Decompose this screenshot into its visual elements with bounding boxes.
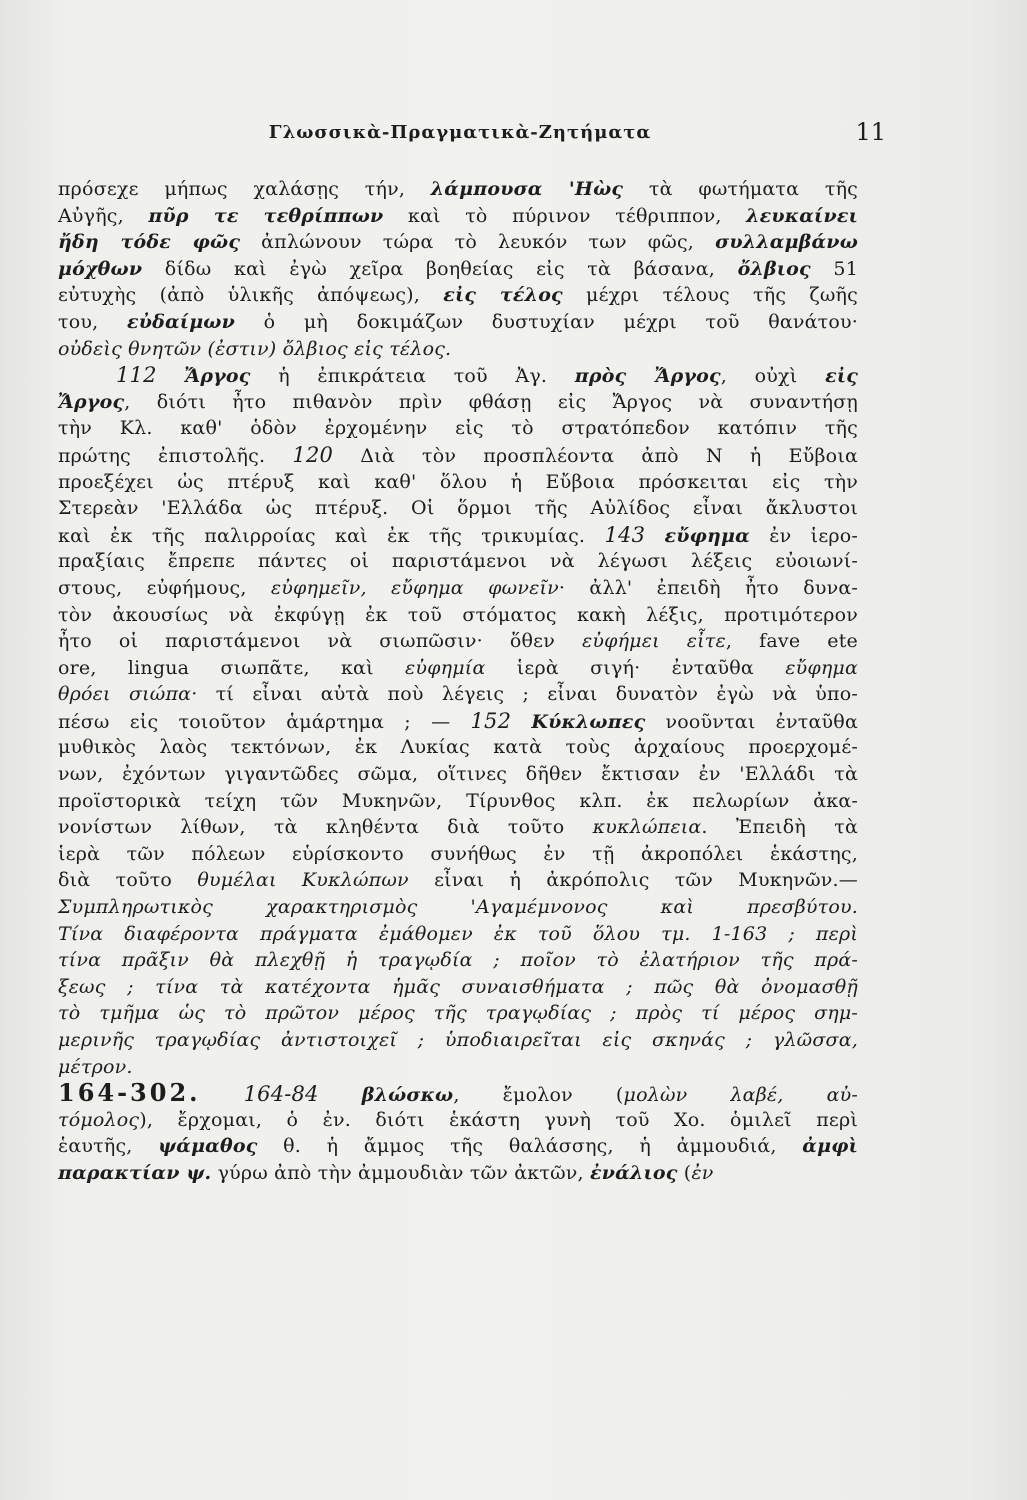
text-run: , fave ete xyxy=(725,630,858,653)
text-line xyxy=(58,1080,858,1107)
text-line xyxy=(58,1027,858,1054)
text-run: 164-84 xyxy=(243,1082,319,1107)
text-run: ψάμαθος xyxy=(158,1135,258,1158)
text-run: ore, lingua σιωπᾶτε, καὶ xyxy=(58,656,406,679)
text-run: ( xyxy=(677,1161,692,1184)
text-run: τόμολος xyxy=(58,1108,140,1131)
text-run xyxy=(157,365,185,387)
text-run: εὐδαίμων xyxy=(126,310,235,333)
text-run: ἐνάλιος xyxy=(590,1161,678,1184)
text-line xyxy=(58,1000,858,1027)
text-run: Στερεὰν 'Ελλάδα ὡς πτέρυξ. Οἱ ὅρμοι τῆς Αὐλίδος εἶναι ἄκλυστοι xyxy=(58,497,858,520)
text-line xyxy=(58,469,858,496)
text-run: μόχθων xyxy=(58,257,143,280)
text-run: μερινῆς τραγῳδίας ἀντιστοιχεῖ ; ὑποδιαιρεῖται εἰς σκηνάς ; γλῶσσα, xyxy=(58,1029,858,1051)
text-run: εὐφημεῖν, εὔφημα φωνεῖν xyxy=(270,576,559,599)
text-run: Αὐγῆς, xyxy=(58,204,149,227)
text-run: εὔφημα xyxy=(664,524,750,547)
text-line xyxy=(58,628,858,655)
text-run: καὶ ἐκ τῆς παλιρροίας καὶ ἐκ τῆς τρικυμίας. xyxy=(58,524,605,547)
text-line xyxy=(58,203,858,230)
text-run: , ἔμολον ( xyxy=(453,1084,624,1107)
text-run: λάμπουσα 'Ηὼς xyxy=(430,178,624,200)
text-line xyxy=(58,256,858,283)
text-run: εἶναι ἡ ἀκρόπολις τῶν Μυκηνῶν.— xyxy=(408,869,858,892)
text-run: τὴν Κλ. καθ' ὁδὸν ἐρχομένην εἰς τὸ στρατόπεδον κατόπιν τῆς xyxy=(58,417,858,440)
text-run: κυκλώπεια xyxy=(592,816,702,839)
text-run: Διὰ τὸν προσπλέοντα ἀπὸ Ν ἡ Εὔβοια xyxy=(333,444,859,467)
text-run: ἐν xyxy=(691,1161,714,1184)
text-line xyxy=(58,1107,858,1134)
text-run xyxy=(319,1084,362,1106)
text-run: δίδω καὶ ἐγὼ χεῖρα βοηθείας εἰς τὰ βάσανα, xyxy=(142,257,738,280)
text-line xyxy=(58,176,858,203)
text-run: 51 xyxy=(810,257,858,280)
text-line xyxy=(58,575,858,602)
text-line xyxy=(58,336,858,363)
text-run: · τί εἶναι αὐτὰ ποὺ λέγεις ; εἶναι δυνατὸν ἐγὼ νὰ ὑπο- xyxy=(191,683,858,706)
text-run: ἱερὰ τῶν πόλεων εὑρίσκοντο συνήθως ἐν τῇ ἀκροπόλει ἑκάστης, xyxy=(58,842,858,865)
text-run: καὶ τὸ πύρινον τέθριππον, xyxy=(383,204,747,227)
text-line xyxy=(58,1160,858,1187)
text-run: ἀμφὶ xyxy=(802,1135,858,1158)
text-run: πρὸς Ἄργος xyxy=(574,365,721,388)
text-line xyxy=(58,389,858,416)
text-run: ἱερὰ σιγή· ἐνταῦθα xyxy=(485,656,786,679)
text-run: βλώσκω xyxy=(361,1084,454,1107)
text-run: , διότι ἦτο πιθανὸν πρὶν φθάσῃ εἰς Ἄργος νὰ συναντήσῃ xyxy=(124,390,858,413)
text-run: οὐδεὶς θνητῶν (ἐστιν) ὄλβιος εἰς τέλος. xyxy=(58,337,452,360)
text-line xyxy=(58,229,858,256)
text-line xyxy=(58,282,858,309)
text-run xyxy=(511,711,531,733)
text-run: προϊστορικὰ τείχη τῶν Μυκηνῶν, Τίρυνθος κλπ. ἐκ πελωρίων ἀκα- xyxy=(58,789,858,812)
text-run: , οὐχὶ xyxy=(720,365,826,388)
text-run: πέσω εἰς τοιοῦτον ἁμάρτημα ; — xyxy=(58,710,471,733)
text-run: Κύκλωπες xyxy=(531,710,646,733)
text-run: 164-302. xyxy=(58,1078,201,1108)
text-run: Συμπληρωτικὸς χαρακτηρισμὸς 'Αγαμέμνονος καὶ πρεσβύτου. xyxy=(58,896,858,919)
text-line xyxy=(58,708,858,735)
text-run: Ἄργος xyxy=(184,365,251,388)
text-line xyxy=(58,734,858,761)
text-run: ὁ μὴ δοκιμάζων δυστυχίαν μέχρι τοῦ θανάτου· xyxy=(234,310,858,333)
text-line xyxy=(58,442,858,469)
text-run: Τίνα διαφέροντα πράγματα ἐμάθομεν ἐκ τοῦ ὅλου τμ. 1-163 ; περὶ xyxy=(58,922,858,945)
text-line xyxy=(58,1054,858,1081)
text-run: Ἄργος xyxy=(58,390,125,413)
text-run: . Ἐπειδὴ τὰ xyxy=(701,816,858,839)
page-number: 11 xyxy=(855,118,886,146)
text-line xyxy=(58,814,858,841)
text-run: μολὼν λαβέ, αὐ- xyxy=(623,1084,858,1107)
text-run: τὸ τμῆμα ὡς τὸ πρῶτον μέρος τῆς τραγῳδίας ; πρὸς τί μέρος σημ- xyxy=(58,1002,858,1025)
text-run: στους, εὐφήμους, xyxy=(58,576,271,599)
text-run: εὐφημία xyxy=(405,656,486,679)
text-run: ἐν ἱερο- xyxy=(749,524,858,547)
text-line xyxy=(58,309,858,336)
text-run: προεξέχει ὡς πτέρυξ καὶ καθ' ὅλου ἡ Εὔβοια πρόσκειται εἰς τὴν xyxy=(58,470,858,493)
running-title: Γλωσσικὰ-Πραγματικὰ-Ζητήματα xyxy=(268,122,652,143)
text-line xyxy=(58,788,858,815)
text-line xyxy=(58,548,858,575)
text-run: ξεως ; τίνα τὰ κατέχοντα ἡμᾶς συναισθήματα ; πῶς θὰ ὀνομασθῇ xyxy=(58,975,858,998)
text-run: τὰ φωτήματα τῆς xyxy=(623,178,858,200)
text-run xyxy=(645,525,664,547)
text-line xyxy=(58,1133,858,1160)
text-run: εὐφήμει εἶτε xyxy=(581,630,726,653)
page-header xyxy=(60,118,886,148)
text-run: παρακτίαν ψ. xyxy=(58,1161,212,1184)
text-run: πραξίαις ἔπρεπε πάντες οἱ παριστάμενοι νὰ λέγωσι λέξεις εὐοιωνί- xyxy=(58,550,858,573)
text-run: 143 xyxy=(604,522,646,547)
body-text xyxy=(58,176,858,1187)
text-run: νοοῦνται ἐνταῦθα xyxy=(645,710,858,733)
text-run: πῦρ τε τεθρίππων xyxy=(148,204,384,227)
text-line xyxy=(58,495,858,522)
text-run: ἡ ἐπικράτεια τοῦ Ἀγ. xyxy=(250,365,575,388)
text-run: ὄλβιος xyxy=(737,257,811,280)
text-run: τὸν ἀκουσίως νὰ ἐκφύγῃ ἐκ τοῦ στόματος κακὴ λέξις, προτιμότερον xyxy=(58,603,858,626)
text-line xyxy=(58,681,858,708)
text-run: διὰ τοῦτο xyxy=(58,869,198,892)
text-run: ἤδη τόδε φῶς xyxy=(58,231,241,254)
text-run: ἑαυτῆς, xyxy=(58,1135,159,1158)
text-run: του, xyxy=(58,310,127,333)
text-run: εἰς τέλος xyxy=(443,284,563,307)
text-run: γύρω ἀπὸ τὴν ἀμμουδιὰν τῶν ἀκτῶν, xyxy=(211,1161,591,1184)
text-line xyxy=(58,602,858,629)
text-run: 120 xyxy=(292,442,334,467)
text-run: θ. ἡ ἄμμος τῆς θαλάσσης, ἡ ἀμμουδιά, xyxy=(257,1135,803,1158)
text-run: ), ἔρχομαι, ὁ ἐν. διότι ἑκάστη γυνὴ τοῦ Χο. ὁμιλεῖ περὶ xyxy=(139,1108,858,1131)
text-run: μυθικὸς λαὸς τεκτόνων, ἐκ Λυκίας κατὰ τοὺς ἀρχαίους προερχομέ- xyxy=(58,736,858,759)
text-line xyxy=(58,867,858,894)
text-run xyxy=(201,1084,244,1106)
text-line xyxy=(58,841,858,868)
text-run: εὐτυχὴς (ἀπὸ ὑλικῆς ἀπόψεως), xyxy=(58,284,444,307)
text-run: 112 xyxy=(116,363,157,388)
text-line xyxy=(58,761,858,788)
text-run: εἰς xyxy=(825,365,858,388)
text-run: νονίστων λίθων, τὰ κληθέντα διὰ τοῦτο xyxy=(58,816,593,839)
text-line xyxy=(58,655,858,682)
text-run: πρόσεχε μήπως χαλάσῃς τήν, xyxy=(58,178,431,200)
text-run: ἦτο οἱ παριστάμενοι νὰ σιωπῶσιν· ὅθεν xyxy=(58,630,582,653)
text-line xyxy=(58,362,858,389)
text-line xyxy=(58,522,858,549)
text-run: λευκαίνει xyxy=(746,204,858,227)
text-run: · ἀλλ' ἐπειδὴ ἦτο δυνα- xyxy=(558,576,859,599)
text-run: τίνα πρᾶξιν θὰ πλεχθῇ ἡ τραγῳδία ; ποῖον τὸ ἐλατήριον τῆς πρά- xyxy=(58,949,858,972)
text-run: πρώτης ἐπιστολῆς. xyxy=(58,444,293,467)
text-run: θυμέλαι Κυκλώπων xyxy=(197,869,409,892)
text-line xyxy=(58,947,858,974)
text-line xyxy=(58,921,858,948)
text-run: 152 xyxy=(470,708,512,733)
text-run: συλλαμβάνω xyxy=(715,231,858,254)
text-run: μέχρι τέλους τῆς ζωῆς xyxy=(562,284,858,307)
text-run: ἀπλώνουν τώρα τὸ λευκόν των φῶς, xyxy=(240,231,716,254)
text-run: θρόει σιώπα xyxy=(58,683,192,706)
text-run: εὔφημα xyxy=(785,656,858,679)
text-run: νων, ἐχόντων γιγαντῶδες σῶμα, οἵτινες δῆθεν ἔκτισαν ἐν 'Ελλάδι τὰ xyxy=(58,763,858,786)
text-line xyxy=(58,974,858,1001)
text-line xyxy=(58,894,858,921)
text-line xyxy=(58,415,858,442)
text-run: μέτρον. xyxy=(58,1055,133,1078)
